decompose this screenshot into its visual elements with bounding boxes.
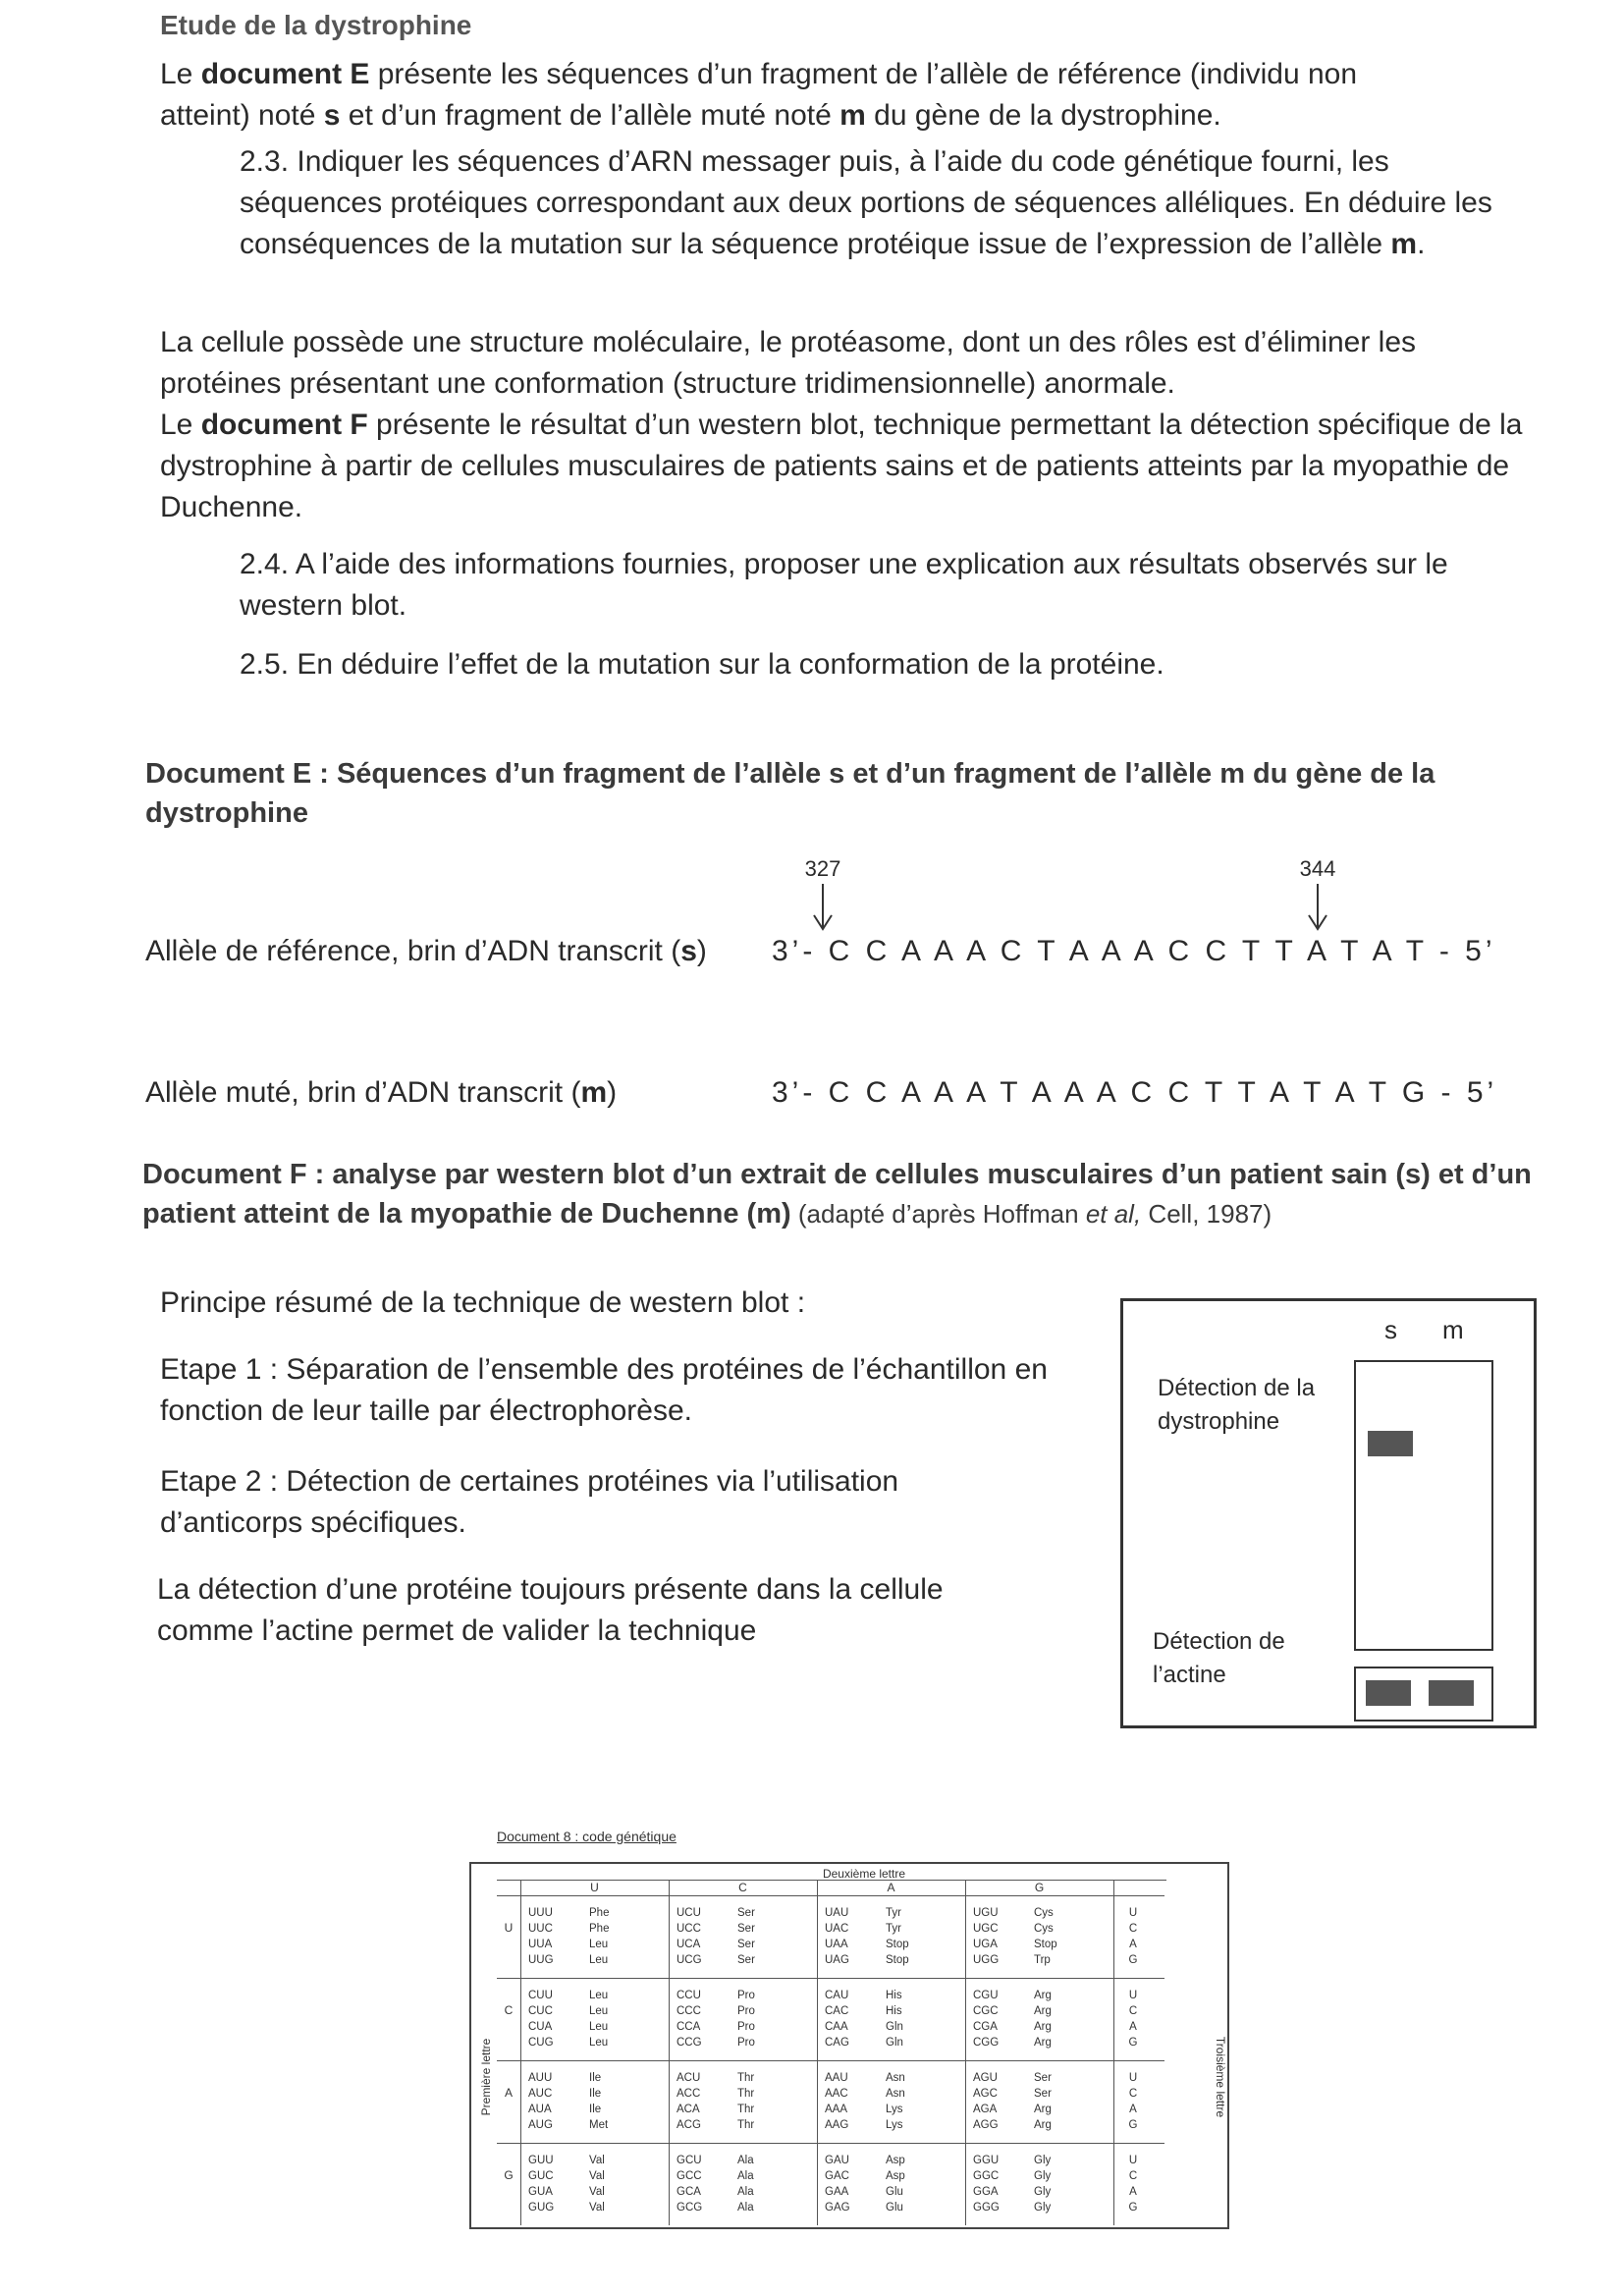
grid-vline [965, 1880, 966, 2225]
intro-text: Le [160, 58, 201, 90]
codon: AUG [528, 2119, 553, 2131]
codon-entry [973, 2153, 1052, 2168]
codon-entry [825, 1988, 902, 2003]
codon-entry [973, 2086, 1052, 2102]
codon: ACU [677, 2072, 701, 2084]
codon-entry [528, 2035, 609, 2050]
codon-entry [973, 2168, 1052, 2184]
codon: UUU [528, 1907, 553, 1919]
codon: UAA [825, 1939, 848, 1950]
codon: CCG [677, 2037, 702, 2049]
codon-entry [973, 1952, 1051, 1968]
mutated-sequence: 3’- C C A A A T A A A C C T T A T A T G - 5’ [772, 1076, 1498, 1109]
amino-acid: Arg [1034, 2037, 1052, 2049]
codon: GGC [973, 2170, 1000, 2182]
codon-entry [825, 2168, 905, 2184]
codon-entry [825, 2117, 903, 2133]
amino-acid: Ala [737, 2186, 754, 2198]
codon-entry [825, 1905, 901, 1921]
codon: GGA [973, 2186, 999, 2198]
codon-entry [528, 1952, 609, 1968]
grid-vline [817, 1880, 818, 2225]
codon-entry [973, 2019, 1052, 2035]
doc-f-reference: Cell, 1987) [1141, 1199, 1272, 1229]
codon-entry [973, 1905, 1054, 1921]
second-letter-G: G [1034, 1881, 1045, 1894]
codon-entry [973, 2003, 1052, 2019]
amino-acid: Cys [1034, 1923, 1054, 1935]
codon-cell-AA [825, 2070, 961, 2141]
codon: GAU [825, 2155, 849, 2166]
codon: CAU [825, 1990, 849, 2001]
amino-acid: Trp [1034, 1954, 1051, 1966]
amino-acid: Ser [1034, 2072, 1052, 2084]
amino-acid: Arg [1034, 2021, 1052, 2033]
codon-entry [677, 2003, 755, 2019]
codon-entry [677, 2168, 754, 2184]
actin-detection-label: Détection de l’actine [1153, 1628, 1285, 1688]
codon-cell-UC [677, 1905, 813, 1976]
wb-actin-note: La détection d’une protéine toujours présente dans la cellule comme l’actine permet de valider la technique [157, 1573, 944, 1647]
amino-acid: Gly [1034, 2186, 1052, 2198]
amino-acid: Gly [1034, 2202, 1052, 2214]
codon-entry [677, 1905, 755, 1921]
label-text: Allèle muté, brin d’ADN transcrit ( [145, 1076, 581, 1109]
codon: GCU [677, 2155, 702, 2166]
amino-acid: Met [589, 2119, 609, 2131]
codon: ACG [677, 2119, 701, 2131]
codon: CAC [825, 2005, 849, 2017]
question-text-end: . [1417, 228, 1426, 260]
amino-acid: Ser [737, 1954, 755, 1966]
amino-acid: Gln [886, 2021, 903, 2033]
first-letter-A: A [504, 2086, 513, 2100]
label-allele-s: s [680, 935, 697, 967]
amino-acid: Ser [1034, 2088, 1052, 2100]
amino-acid: Pro [737, 2005, 755, 2017]
amino-acid: Phe [589, 1923, 610, 1935]
codon-entry [528, 2117, 609, 2133]
codon-entry [677, 2117, 755, 2133]
amino-acid: Stop [1034, 1939, 1057, 1950]
codon-cell-AG [973, 2070, 1110, 2141]
first-letter-C: C [504, 2003, 514, 2017]
position-327-label: 327 [804, 856, 841, 881]
amino-acid: Gly [1034, 2170, 1052, 2182]
codon-entry [528, 2184, 605, 2200]
codon-cell-UA [825, 1905, 961, 1976]
amino-acid: Gly [1034, 2155, 1052, 2166]
third-letter-header [1176, 2021, 1225, 2139]
intro-text: présente les séquences d’un fragment de l’allèle de référence (individu non atteint) noté [160, 58, 1358, 132]
amino-acid: Phe [589, 1907, 610, 1919]
amino-acid: Asn [886, 2072, 905, 2084]
third-letter-text: Troisième lettre [1214, 2036, 1227, 2118]
codon: CCA [677, 2021, 701, 2033]
codon: UCG [677, 1954, 702, 1966]
codon-entry [825, 1937, 909, 1952]
grid-vline [1113, 1880, 1114, 2225]
third-letters-A: U C A G [1128, 2072, 1138, 2131]
dystrophin-detection-label: Détection de la dystrophine [1158, 1375, 1316, 1435]
codon-entry [677, 1937, 755, 1952]
amino-acid: Stop [886, 1954, 909, 1966]
codon-entry [825, 2086, 905, 2102]
codon-entry [528, 2153, 605, 2168]
codon: GAG [825, 2202, 850, 2214]
dystrophin-band-s [1368, 1431, 1413, 1456]
amino-acid: Val [589, 2155, 605, 2166]
position-344-label: 344 [1299, 856, 1336, 881]
question-2-3 [240, 141, 1531, 265]
codon-entry [825, 2003, 902, 2019]
codon-cell-AC [677, 2070, 813, 2141]
reference-allele-label [145, 935, 707, 968]
codon-entry [973, 1988, 1052, 2003]
codon: UGU [973, 1907, 999, 1919]
amino-acid: Leu [589, 2021, 609, 2033]
codon: UAC [825, 1923, 849, 1935]
amino-acid: Thr [737, 2104, 755, 2115]
codon: GUG [528, 2202, 555, 2214]
codon: UGG [973, 1954, 1000, 1966]
intro-doc-e-ref: document E [200, 58, 370, 90]
codon: GGU [973, 2155, 1000, 2166]
codon-entry [825, 2070, 905, 2086]
doc-f-reference: (adapté d’après Hoffman [790, 1199, 1086, 1229]
codon: CAA [825, 2021, 848, 2033]
codon: UCC [677, 1923, 701, 1935]
codon-entry [973, 2200, 1052, 2215]
label-text: ) [696, 935, 707, 967]
codon: UAG [825, 1954, 849, 1966]
second-letter-header: Deuxième lettre [822, 1867, 906, 1881]
codon: CUA [528, 2021, 553, 2033]
codon: AGG [973, 2119, 999, 2131]
codon: AUA [528, 2104, 552, 2115]
codon-cell-CC [677, 1988, 813, 2058]
amino-acid: Cys [1034, 1907, 1054, 1919]
codon-entry [677, 2184, 754, 2200]
codon-entry [677, 1921, 755, 1937]
amino-acid: His [886, 2005, 902, 2017]
amino-acid: Pro [737, 2037, 755, 2049]
codon-entry [825, 2153, 905, 2168]
amino-acid: Ala [737, 2155, 754, 2166]
genetic-code-grid [497, 1880, 1164, 2225]
codon: CCC [677, 2005, 701, 2017]
codon-cell-CA [825, 1988, 961, 2058]
label-text: Allèle de référence, brin d’ADN transcrit ( [145, 935, 681, 967]
amino-acid: Val [589, 2170, 605, 2182]
grid-vline [520, 1880, 521, 2225]
codon: AAU [825, 2072, 848, 2084]
blot-column-m: m [1442, 1315, 1464, 1344]
codon-entry [973, 2102, 1052, 2117]
codon-entry [825, 2102, 903, 2117]
codon-entry [973, 2184, 1052, 2200]
question-allele-m: m [1390, 228, 1418, 260]
intro-paragraph [160, 54, 1436, 137]
codon-cell-GA [825, 2153, 961, 2223]
codon-entry [973, 2117, 1052, 2133]
codon-entry [677, 2019, 755, 2035]
amino-acid: Leu [589, 1990, 609, 2001]
codon: CGU [973, 1990, 999, 2001]
question-2-4: 2.4. A l’aide des informations fournies, proposer une explication aux résultats observés sur le western blot. [240, 548, 1448, 622]
amino-acid: Ser [737, 1907, 755, 1919]
blot-column-s: s [1384, 1315, 1397, 1344]
amino-acid: Pro [737, 1990, 755, 2001]
codon-entry [973, 1921, 1054, 1937]
codon-entry [825, 2019, 903, 2035]
second-letter-A: A [887, 1881, 895, 1894]
codon-entry [825, 2200, 903, 2215]
label-allele-m: m [580, 1076, 608, 1109]
codon: ACC [677, 2088, 701, 2100]
codon: CGA [973, 2021, 998, 2033]
doc-f-intro-paragraph [160, 405, 1535, 528]
document-e-title: Document E : Séquences d’un fragment de l’allèle s et d’un fragment de l’allèle m du gène de la dystrophine [145, 758, 1435, 829]
label-text: ) [607, 1076, 618, 1109]
grid-hline [497, 2143, 1164, 2144]
codon: CUC [528, 2005, 553, 2017]
codon-entry [528, 2102, 602, 2117]
codon-entry [528, 1905, 610, 1921]
codon: GCG [677, 2202, 703, 2214]
section-heading: Etude de la dystrophine [160, 10, 472, 40]
codon: AUU [528, 2072, 553, 2084]
amino-acid: Glu [886, 2186, 903, 2198]
amino-acid: Ala [737, 2170, 754, 2182]
codon-cell-GU [528, 2153, 665, 2223]
intro-allele-m: m [839, 99, 866, 132]
wb-step-1: Etape 1 : Séparation de l’ensemble des protéines de l’échantillon en fonction de leur taille par électrophorèse. [160, 1353, 1048, 1427]
actin-blot-lane [1354, 1667, 1493, 1722]
codon: AGU [973, 2072, 998, 2084]
codon-entry [528, 1937, 609, 1952]
codon: AAC [825, 2088, 848, 2100]
wb-principle: Principe résumé de la technique de western blot : [160, 1286, 806, 1319]
codon: CCU [677, 1990, 701, 2001]
amino-acid: Gln [886, 2037, 903, 2049]
mutated-allele-label [145, 1076, 617, 1110]
third-letters-G: U C A G [1128, 2155, 1138, 2214]
intro-allele-s: s [323, 99, 341, 132]
codon-entry [677, 1988, 755, 2003]
codon: UUA [528, 1939, 553, 1950]
wb-step-2: Etape 2 : Détection de certaines protéines via l’utilisation d’anticorps spécifiques. [160, 1465, 899, 1539]
amino-acid: Thr [737, 2088, 755, 2100]
codon: UCA [677, 1939, 701, 1950]
codon: AAA [825, 2104, 848, 2115]
codon-cell-GC [677, 2153, 813, 2223]
codon: UGC [973, 1923, 999, 1935]
amino-acid: Asn [886, 2088, 905, 2100]
codon-entry [528, 2200, 605, 2215]
amino-acid: Ala [737, 2202, 754, 2214]
amino-acid: Val [589, 2202, 605, 2214]
codon: UUC [528, 1923, 553, 1935]
third-letters-U: U C A G [1128, 1907, 1138, 1966]
amino-acid: Ser [737, 1939, 755, 1950]
codon-entry [677, 2035, 755, 2050]
reference-sequence: 3’- C C A A A C T A A A C C T T A T A T - 5’ [772, 935, 1496, 967]
codon: GCC [677, 2170, 702, 2182]
codon: GAA [825, 2186, 849, 2198]
codon-entry [677, 2070, 755, 2086]
second-letter-C: C [738, 1881, 747, 1894]
codon-entry [528, 1988, 609, 2003]
grid-hline [497, 2060, 1164, 2061]
codon-entry [528, 2168, 605, 2184]
first-letter-U: U [504, 1921, 514, 1935]
grid-hline [497, 1895, 1164, 1896]
first-letter-text: Première lettre [479, 2038, 493, 2116]
amino-acid: Pro [737, 2021, 755, 2033]
codon: UUG [528, 1954, 554, 1966]
codon-entry [677, 2102, 755, 2117]
codon: UAU [825, 1907, 849, 1919]
first-letter-G: G [504, 2168, 514, 2182]
amino-acid: Leu [589, 1954, 609, 1966]
codon-entry [677, 1952, 755, 1968]
western-blot-figure [1120, 1298, 1537, 1728]
doc-f-title-text: Document F : analyse par western blot d’un extrait de cellules musculaires d’un patient sain (s) et d’un patient atteint de la myopathie de Duchenne (m) [142, 1159, 1532, 1230]
codon-entry [528, 2019, 609, 2035]
codon: ACA [677, 2104, 700, 2115]
amino-acid: Arg [1034, 2104, 1052, 2115]
amino-acid: Thr [737, 2072, 755, 2084]
amino-acid: Arg [1034, 2119, 1052, 2131]
amino-acid: Lys [886, 2104, 903, 2115]
second-letter-U: U [590, 1881, 599, 1894]
genetic-code-table [469, 1862, 1229, 2229]
codon: CUU [528, 1990, 553, 2001]
codon-cell-UG [973, 1905, 1110, 1976]
amino-acid: Ile [589, 2072, 602, 2084]
codon: CGG [973, 2037, 1000, 2049]
intro-text: du gène de la dystrophine. [865, 99, 1221, 132]
question-text: 2.3. Indiquer les séquences d’ARN messager puis, à l’aide du code génétique fourni, les séquences protéiques correspondant aux deux portions de séquences alléliques. En déduire les conséquences de la mutation sur la séquence protéique issue de l’expression de l’allèle [240, 145, 1492, 260]
codon-entry [973, 2070, 1052, 2086]
codon-entry [973, 1937, 1057, 1952]
codon: UGA [973, 1939, 998, 1950]
amino-acid: Ser [737, 1923, 755, 1935]
codon-entry [528, 2003, 609, 2019]
amino-acid: Tyr [886, 1907, 901, 1919]
amino-acid: Thr [737, 2119, 755, 2131]
arrow-down-icon [1306, 882, 1329, 933]
codon: GUC [528, 2170, 554, 2182]
codon-entry [825, 1952, 909, 1968]
genetic-code-title: Document 8 : code génétique [497, 1829, 677, 1844]
codon: GUA [528, 2186, 553, 2198]
codon: UCU [677, 1907, 701, 1919]
codon: AUC [528, 2088, 553, 2100]
codon-entry [825, 1921, 901, 1937]
codon-entry [677, 2153, 754, 2168]
codon: CAG [825, 2037, 849, 2049]
actin-band-m [1429, 1680, 1474, 1706]
third-letters-C: U C A G [1128, 1990, 1138, 2049]
codon: GAC [825, 2170, 849, 2182]
dystrophin-blot-lane [1354, 1360, 1493, 1651]
codon: AGC [973, 2088, 998, 2100]
amino-acid: Stop [886, 1939, 909, 1950]
grid-hline [497, 1978, 1164, 1979]
para-doc-f-ref: document F [200, 409, 368, 441]
amino-acid: Glu [886, 2202, 903, 2214]
codon: CUG [528, 2037, 554, 2049]
amino-acid: Tyr [886, 1923, 901, 1935]
amino-acid: Arg [1034, 2005, 1052, 2017]
amino-acid: Lys [886, 2119, 903, 2131]
codon-entry [528, 1921, 610, 1937]
amino-acid: Leu [589, 1939, 609, 1950]
codon-cell-AU [528, 2070, 665, 2141]
amino-acid: Arg [1034, 1990, 1052, 2001]
amino-acid: Asp [886, 2170, 905, 2182]
codon: AGA [973, 2104, 998, 2115]
amino-acid: Val [589, 2186, 605, 2198]
codon: GCA [677, 2186, 701, 2198]
amino-acid: Ile [589, 2104, 602, 2115]
codon-entry [677, 2200, 754, 2215]
amino-acid: Ile [589, 2088, 602, 2100]
codon-cell-GG [973, 2153, 1110, 2223]
actin-band-s [1366, 1680, 1411, 1706]
doc-f-reference-italic: et al, [1085, 1199, 1142, 1229]
grid-vline [669, 1880, 670, 2225]
codon: CGC [973, 2005, 999, 2017]
codon-cell-CU [528, 1988, 665, 2058]
codon: AAG [825, 2119, 849, 2131]
codon-entry [973, 2035, 1052, 2050]
codon-entry [825, 2184, 903, 2200]
codon-cell-UU [528, 1905, 665, 1976]
arrow-down-icon [811, 882, 835, 933]
intro-text: et d’un fragment de l’allèle muté noté [340, 99, 840, 132]
amino-acid: Leu [589, 2037, 609, 2049]
amino-acid: Leu [589, 2005, 609, 2017]
question-2-5: 2.5. En déduire l’effet de la mutation sur la conformation de la protéine. [240, 648, 1164, 681]
para-text: Le [160, 409, 201, 441]
codon: GGG [973, 2202, 1000, 2214]
codon: GUU [528, 2155, 554, 2166]
codon-cell-CG [973, 1988, 1110, 2058]
amino-acid: Asp [886, 2155, 905, 2166]
first-letter-header [471, 2021, 497, 2139]
codon-entry [825, 2035, 903, 2050]
proteasome-paragraph: La cellule possède une structure moléculaire, le protéasome, dont un des rôles est d’éliminer les protéines présentant une conformation (structure tridimensionnelle) anormale. [160, 326, 1417, 400]
codon-entry [528, 2086, 602, 2102]
codon-entry [528, 2070, 602, 2086]
document-f-title [142, 1155, 1537, 1233]
codon-entry [677, 2086, 755, 2102]
para-text: présente le résultat d’un western blot, technique permettant la détection spécifique de la dystrophine à partir de cellules musculaires de patients sains et de patients atteints par la myopathie de Duchenne. [160, 409, 1523, 523]
amino-acid: His [886, 1990, 902, 2001]
